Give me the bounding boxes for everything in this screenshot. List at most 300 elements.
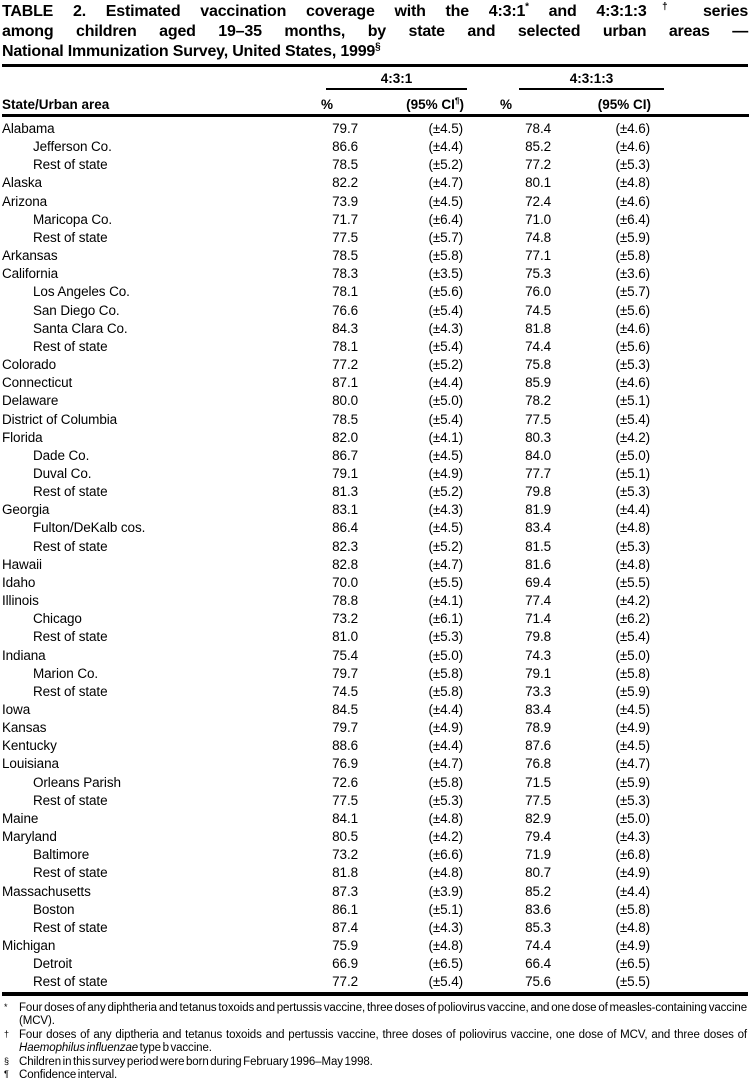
row-spacer-cell xyxy=(654,792,749,810)
series-4313-spanner xyxy=(467,67,654,90)
area-cell: San Diego Co. xyxy=(33,302,120,318)
footnote-dagger xyxy=(2,1029,747,1056)
percent-header-431: % xyxy=(302,90,362,116)
row-spacer-cell xyxy=(654,737,749,755)
pct-4313-cell: 83.4 xyxy=(525,520,552,536)
ci-431-cell: (±5.4) xyxy=(428,411,464,427)
pct-431-cell: 79.1 xyxy=(332,465,358,481)
pct-4313-cell: 75.6 xyxy=(525,974,552,990)
row-spacer-cell xyxy=(654,302,749,320)
row-spacer-cell xyxy=(654,846,749,864)
ci-4313-cell: (±5.4) xyxy=(615,411,651,427)
row-spacer-cell xyxy=(654,810,749,828)
ci-4313-cell: (±4.6) xyxy=(615,139,651,155)
ci-header-431 xyxy=(362,90,467,116)
area-cell: Orleans Parish xyxy=(33,774,121,790)
area-cell: Duval Co. xyxy=(33,465,92,481)
table-row xyxy=(2,628,749,646)
pct-4313-cell: 81.5 xyxy=(525,538,552,554)
pct-4313-cell: 71.0 xyxy=(525,211,552,227)
pct-4313-cell: 81.6 xyxy=(525,556,552,572)
spanner-empty-cell xyxy=(2,67,302,90)
ci-431-cell: (±3.9) xyxy=(428,883,464,899)
pct-431-cell: 70.0 xyxy=(332,574,358,590)
ci-431-cell: (±4.2) xyxy=(428,829,464,845)
area-cell: Michigan xyxy=(2,938,56,954)
ci-4313-cell: (±5.3) xyxy=(615,357,651,373)
row-spacer-cell xyxy=(654,683,749,701)
footnote-text: Children in this survey period were born during February 1996–May 1998. xyxy=(19,1055,373,1068)
pct-4313-cell: 71.5 xyxy=(525,774,552,790)
table-row xyxy=(2,392,749,410)
pct-431-cell: 78.5 xyxy=(332,411,358,427)
pct-431-cell: 78.1 xyxy=(332,284,358,300)
ci-431-cell: (±5.1) xyxy=(428,901,464,917)
area-cell: Indiana xyxy=(2,647,46,663)
ci-header-text: ) xyxy=(459,97,465,112)
ci-4313-cell: (±5.0) xyxy=(615,810,651,826)
row-spacer-cell xyxy=(654,265,749,283)
area-cell: Rest of state xyxy=(33,919,108,935)
table-row xyxy=(2,320,749,338)
table-row xyxy=(2,193,749,211)
ci-4313-cell: (±4.8) xyxy=(615,919,651,935)
ci-header-4313: (95% CI) xyxy=(555,90,654,116)
pct-4313-cell: 77.1 xyxy=(525,248,552,264)
pct-431-cell: 77.2 xyxy=(332,357,358,373)
ci-431-cell: (±4.7) xyxy=(428,175,464,191)
row-spacer-cell xyxy=(654,501,749,519)
row-spacer-cell xyxy=(654,919,749,937)
ci-431-cell: (±6.6) xyxy=(428,847,464,863)
footnote-marker-asterisk: * xyxy=(525,1,529,13)
ci-431-cell: (±5.3) xyxy=(428,792,464,808)
ci-4313-cell: (±4.2) xyxy=(615,429,651,445)
area-cell: Baltimore xyxy=(33,847,90,863)
title-text: series xyxy=(683,3,749,20)
ci-4313-cell: (±3.6) xyxy=(615,266,651,282)
area-cell: Rest of state xyxy=(33,683,108,699)
ci-4313-cell: (±5.0) xyxy=(615,447,651,463)
footnote-text: type b vaccine. xyxy=(138,1042,212,1054)
ci-4313-cell: (±4.6) xyxy=(615,193,651,209)
table-row xyxy=(2,229,749,247)
area-cell: Boston xyxy=(33,901,75,917)
pct-4313-cell: 69.4 xyxy=(525,574,552,590)
footnote-text: Confidence interval. xyxy=(19,1069,118,1081)
area-cell: Santa Clara Co. xyxy=(33,320,128,336)
pct-431-cell: 77.2 xyxy=(332,974,358,990)
row-spacer-cell xyxy=(654,374,749,392)
pct-431-cell: 71.7 xyxy=(332,211,358,227)
area-cell: Idaho xyxy=(2,574,36,590)
ci-431-cell: (±5.7) xyxy=(428,229,464,245)
row-spacer-cell xyxy=(654,592,749,610)
ci-431-cell: (±4.3) xyxy=(428,919,464,935)
ci-4313-cell: (±4.6) xyxy=(615,375,651,391)
series-431-spanner xyxy=(302,67,467,90)
table-row xyxy=(2,447,749,465)
pct-4313-cell: 84.0 xyxy=(525,447,552,463)
area-cell: Rest of state xyxy=(33,792,108,808)
pct-4313-cell: 79.1 xyxy=(525,665,552,681)
row-spacer-cell xyxy=(654,610,749,628)
ci-4313-cell: (±4.8) xyxy=(615,175,651,191)
pct-431-cell: 75.4 xyxy=(332,647,358,663)
pct-4313-cell: 81.9 xyxy=(525,502,552,518)
pct-4313-cell: 80.3 xyxy=(525,429,552,445)
pct-4313-cell: 74.4 xyxy=(525,938,552,954)
vaccination-coverage-table xyxy=(2,67,749,992)
ci-431-cell: (±5.8) xyxy=(428,683,464,699)
pct-431-cell: 82.8 xyxy=(332,556,358,572)
pct-431-cell: 86.6 xyxy=(332,139,358,155)
ci-431-cell: (±4.4) xyxy=(428,738,464,754)
area-cell: Colorado xyxy=(2,357,56,373)
title-text: National Immunization Survey, United States, 1999 xyxy=(2,43,376,60)
table-row xyxy=(2,556,749,574)
area-cell: Connecticut xyxy=(2,375,73,391)
pct-431-cell: 77.5 xyxy=(332,229,358,245)
ci-4313-cell: (±5.4) xyxy=(615,629,651,645)
row-spacer-cell xyxy=(654,665,749,683)
pct-431-cell: 73.2 xyxy=(332,611,358,627)
ci-431-cell: (±4.3) xyxy=(428,320,464,336)
pct-431-cell: 78.8 xyxy=(332,593,358,609)
area-cell: Maine xyxy=(2,810,39,826)
pct-431-cell: 76.9 xyxy=(332,756,358,772)
ci-4313-cell: (±4.8) xyxy=(615,556,651,572)
spanner-spacer-cell xyxy=(654,67,749,90)
ci-431-cell: (±5.2) xyxy=(428,538,464,554)
pct-4313-cell: 76.0 xyxy=(525,284,552,300)
ci-431-cell: (±4.7) xyxy=(428,756,464,772)
pct-4313-cell: 66.4 xyxy=(525,956,552,972)
ci-4313-cell: (±5.9) xyxy=(615,774,651,790)
pct-4313-cell: 75.8 xyxy=(525,357,552,373)
area-cell: Louisiana xyxy=(2,756,59,772)
footnote-text: Four doses of any diptheria and tetanus toxoids and pertussis vaccine, three doses of poliovirus vaccine, one dose of MCV, and three doses of xyxy=(19,1028,747,1041)
footnote-marker: * xyxy=(4,1001,8,1012)
area-cell: Rest of state xyxy=(33,229,108,245)
pct-4313-cell: 77.2 xyxy=(525,157,552,173)
table-row xyxy=(2,864,749,882)
ci-4313-cell: (±5.6) xyxy=(615,338,651,354)
ci-4313-cell: (±5.5) xyxy=(615,574,651,590)
table-row xyxy=(2,610,749,628)
ci-431-cell: (±4.8) xyxy=(428,810,464,826)
pct-431-cell: 74.5 xyxy=(332,683,358,699)
pct-431-cell: 73.2 xyxy=(332,847,358,863)
pct-4313-cell: 81.8 xyxy=(525,320,552,336)
row-spacer-cell xyxy=(654,774,749,792)
pct-4313-cell: 77.7 xyxy=(525,465,552,481)
pct-4313-cell: 78.4 xyxy=(525,121,552,136)
pct-431-cell: 78.1 xyxy=(332,338,358,354)
ci-header-text: (95% CI xyxy=(406,97,455,112)
ci-431-cell: (±6.1) xyxy=(428,611,464,627)
footnote-marker: † xyxy=(4,1028,9,1039)
ci-4313-cell: (±5.6) xyxy=(615,302,651,318)
series-spanner-row xyxy=(2,67,749,90)
table-row xyxy=(2,156,749,174)
title-text: among children aged 19–35 months, by state and selected urban areas — xyxy=(2,23,748,40)
pct-4313-cell: 71.4 xyxy=(525,611,552,627)
row-spacer-cell xyxy=(654,229,749,247)
row-spacer-cell xyxy=(654,116,749,139)
table-bottom-rule xyxy=(2,992,748,996)
row-spacer-cell xyxy=(654,701,749,719)
area-cell: Arkansas xyxy=(2,248,58,264)
table-row xyxy=(2,955,749,973)
ci-4313-cell: (±4.9) xyxy=(615,720,651,736)
pct-431-cell: 83.1 xyxy=(332,502,358,518)
ci-431-cell: (±5.4) xyxy=(428,974,464,990)
area-cell: Delaware xyxy=(2,393,59,409)
ci-431-cell: (±5.8) xyxy=(428,665,464,681)
area-cell: Rest of state xyxy=(33,484,108,500)
ci-4313-cell: (±4.2) xyxy=(615,593,651,609)
ci-4313-cell: (±5.3) xyxy=(615,792,651,808)
pct-4313-cell: 85.2 xyxy=(525,139,552,155)
ci-4313-cell: (±5.8) xyxy=(615,248,651,264)
pct-431-cell: 79.7 xyxy=(332,720,358,736)
table-row xyxy=(2,883,749,901)
pct-431-cell: 73.9 xyxy=(332,193,358,209)
row-spacer-cell xyxy=(654,320,749,338)
title-line-2 xyxy=(2,22,748,42)
area-cell: Alaska xyxy=(2,175,42,191)
ci-431-cell: (±5.2) xyxy=(428,357,464,373)
pct-431-cell: 87.3 xyxy=(332,883,358,899)
ci-431-cell: (±5.8) xyxy=(428,248,464,264)
table-body xyxy=(2,116,749,992)
pct-4313-cell: 87.6 xyxy=(525,738,552,754)
ci-4313-cell: (±5.9) xyxy=(615,683,651,699)
row-spacer-cell xyxy=(654,193,749,211)
ci-4313-cell: (±5.3) xyxy=(615,484,651,500)
row-spacer-cell xyxy=(654,392,749,410)
pct-431-cell: 66.9 xyxy=(332,956,358,972)
pct-431-cell: 77.5 xyxy=(332,792,358,808)
pct-4313-cell: 72.4 xyxy=(525,193,552,209)
table-header xyxy=(2,67,749,116)
ci-431-cell: (±5.0) xyxy=(428,393,464,409)
row-spacer-cell xyxy=(654,483,749,501)
pct-431-cell: 82.3 xyxy=(332,538,358,554)
state-urban-area-header: State/Urban area xyxy=(2,90,302,116)
ci-4313-cell: (±5.1) xyxy=(615,393,651,409)
ci-4313-cell: (±5.8) xyxy=(615,665,651,681)
row-spacer-cell xyxy=(654,574,749,592)
table-title xyxy=(2,2,748,62)
ci-431-cell: (±5.2) xyxy=(428,157,464,173)
pct-431-cell: 87.1 xyxy=(332,375,358,391)
row-spacer-cell xyxy=(654,883,749,901)
row-spacer-cell xyxy=(654,411,749,429)
ci-431-cell: (±5.4) xyxy=(428,302,464,318)
pct-4313-cell: 83.6 xyxy=(525,901,552,917)
pct-4313-cell: 78.2 xyxy=(525,393,552,409)
table-row xyxy=(2,538,749,556)
area-cell: Rest of state xyxy=(33,974,108,990)
area-cell: Rest of state xyxy=(33,338,108,354)
table-row xyxy=(2,774,749,792)
area-cell: Massachusetts xyxy=(2,883,91,899)
pct-431-cell: 81.8 xyxy=(332,865,358,881)
row-spacer-cell xyxy=(654,628,749,646)
table-row xyxy=(2,737,749,755)
ci-4313-cell: (±4.3) xyxy=(615,829,651,845)
row-spacer-cell xyxy=(654,538,749,556)
area-cell: Detroit xyxy=(33,956,73,972)
table-row xyxy=(2,719,749,737)
row-spacer-cell xyxy=(654,901,749,919)
ci-431-cell: (±5.2) xyxy=(428,484,464,500)
pct-431-cell: 84.5 xyxy=(332,702,358,717)
area-cell: Iowa xyxy=(2,702,31,717)
table-row xyxy=(2,792,749,810)
pct-4313-cell: 79.8 xyxy=(525,629,552,645)
table-row xyxy=(2,846,749,864)
footnote-asterisk xyxy=(2,1002,747,1029)
table-row xyxy=(2,683,749,701)
row-spacer-cell xyxy=(654,247,749,265)
title-text: and 4:3:1:3 xyxy=(528,3,647,20)
row-spacer-cell xyxy=(654,864,749,882)
area-cell: District of Columbia xyxy=(2,411,118,427)
area-cell: California xyxy=(2,266,59,282)
table-row xyxy=(2,338,749,356)
pct-431-cell: 80.5 xyxy=(332,829,358,845)
pct-4313-cell: 79.8 xyxy=(525,484,552,500)
column-header-row xyxy=(2,90,749,116)
table-row xyxy=(2,701,749,719)
ci-4313-cell: (±5.3) xyxy=(615,157,651,173)
ci-4313-cell: (±4.5) xyxy=(615,738,651,754)
table-row xyxy=(2,973,749,991)
pct-431-cell: 72.6 xyxy=(332,774,358,790)
pct-4313-cell: 82.9 xyxy=(525,810,552,826)
ci-431-cell: (±6.5) xyxy=(428,956,464,972)
table-row xyxy=(2,574,749,592)
ci-4313-cell: (±6.2) xyxy=(615,611,651,627)
pct-4313-cell: 75.3 xyxy=(525,266,552,282)
area-cell: Alabama xyxy=(2,121,55,136)
row-spacer-cell xyxy=(654,174,749,192)
ci-431-cell: (±4.8) xyxy=(428,865,464,881)
ci-431-cell: (±4.1) xyxy=(428,593,464,609)
area-cell: Florida xyxy=(2,429,43,445)
footnote-pilcrow xyxy=(2,1069,747,1083)
area-cell: Kansas xyxy=(2,720,47,736)
pct-431-cell: 81.0 xyxy=(332,629,358,645)
footnotes xyxy=(2,1002,748,1083)
pct-4313-cell: 80.7 xyxy=(525,865,552,881)
pct-4313-cell: 79.4 xyxy=(525,829,552,845)
pct-4313-cell: 78.9 xyxy=(525,720,552,736)
row-spacer-cell xyxy=(654,719,749,737)
table-row xyxy=(2,356,749,374)
table-row xyxy=(2,755,749,773)
series-431-label: 4:3:1 xyxy=(326,71,467,90)
row-spacer-cell xyxy=(654,283,749,301)
pct-4313-cell: 74.3 xyxy=(525,647,552,663)
footnote-marker: ¶ xyxy=(4,1069,9,1079)
row-spacer-cell xyxy=(654,647,749,665)
ci-431-cell: (±4.5) xyxy=(428,121,464,136)
ci-431-cell: (±4.8) xyxy=(428,938,464,954)
title-line-3 xyxy=(2,42,748,62)
ci-431-cell: (±4.3) xyxy=(428,502,464,518)
pct-431-cell: 82.0 xyxy=(332,429,358,445)
ci-431-cell: (±4.7) xyxy=(428,556,464,572)
ci-431-cell: (±5.6) xyxy=(428,284,464,300)
ci-431-cell: (±4.4) xyxy=(428,139,464,155)
pct-431-cell: 82.2 xyxy=(332,175,358,191)
ci-4313-cell: (±4.9) xyxy=(615,865,651,881)
area-cell: Hawaii xyxy=(2,556,42,572)
pct-431-cell: 86.7 xyxy=(332,447,358,463)
footnote-marker: § xyxy=(4,1055,9,1066)
series-4313-label: 4:3:1:3 xyxy=(519,71,664,90)
table-row xyxy=(2,411,749,429)
area-cell: Maricopa Co. xyxy=(33,211,113,227)
area-cell: Fulton/DeKalb cos. xyxy=(33,520,146,536)
row-spacer-cell xyxy=(654,973,749,991)
footnote-marker-dagger: † xyxy=(646,1,684,13)
pct-431-cell: 78.5 xyxy=(332,157,358,173)
row-spacer-cell xyxy=(654,356,749,374)
pct-4313-cell: 77.5 xyxy=(525,792,552,808)
pct-431-cell: 86.4 xyxy=(332,520,358,536)
row-spacer-cell xyxy=(654,465,749,483)
table-row xyxy=(2,647,749,665)
ci-4313-cell: (±5.1) xyxy=(615,465,651,481)
area-cell: Chicago xyxy=(33,611,82,627)
area-cell: Rest of state xyxy=(33,157,108,173)
table-row xyxy=(2,174,749,192)
table-row xyxy=(2,919,749,937)
ci-431-cell: (±4.4) xyxy=(428,375,464,391)
ci-4313-cell: (±4.9) xyxy=(615,938,651,954)
pct-4313-cell: 77.5 xyxy=(525,411,552,427)
ci-4313-cell: (±5.0) xyxy=(615,647,651,663)
ci-4313-cell: (±6.4) xyxy=(615,211,651,227)
pct-431-cell: 76.6 xyxy=(332,302,358,318)
area-cell: Kentucky xyxy=(2,738,57,754)
ci-4313-cell: (±6.8) xyxy=(615,847,651,863)
pct-4313-cell: 85.3 xyxy=(525,919,552,935)
ci-4313-cell: (±4.5) xyxy=(615,702,651,717)
pct-4313-cell: 76.8 xyxy=(525,756,552,772)
pct-4313-cell: 74.5 xyxy=(525,302,552,318)
pct-4313-cell: 77.4 xyxy=(525,593,552,609)
ci-431-cell: (±4.1) xyxy=(428,429,464,445)
pct-431-cell: 80.0 xyxy=(332,393,358,409)
pct-4313-cell: 71.9 xyxy=(525,847,552,863)
row-spacer-cell xyxy=(654,755,749,773)
table-row xyxy=(2,265,749,283)
pct-431-cell: 79.7 xyxy=(332,121,358,136)
table-row xyxy=(2,501,749,519)
pct-431-cell: 88.6 xyxy=(332,738,358,754)
ci-4313-cell: (±4.8) xyxy=(615,520,651,536)
pct-431-cell: 84.3 xyxy=(332,320,358,336)
row-spacer-cell xyxy=(654,955,749,973)
ci-431-cell: (±4.5) xyxy=(428,193,464,209)
ci-431-cell: (±5.5) xyxy=(428,574,464,590)
